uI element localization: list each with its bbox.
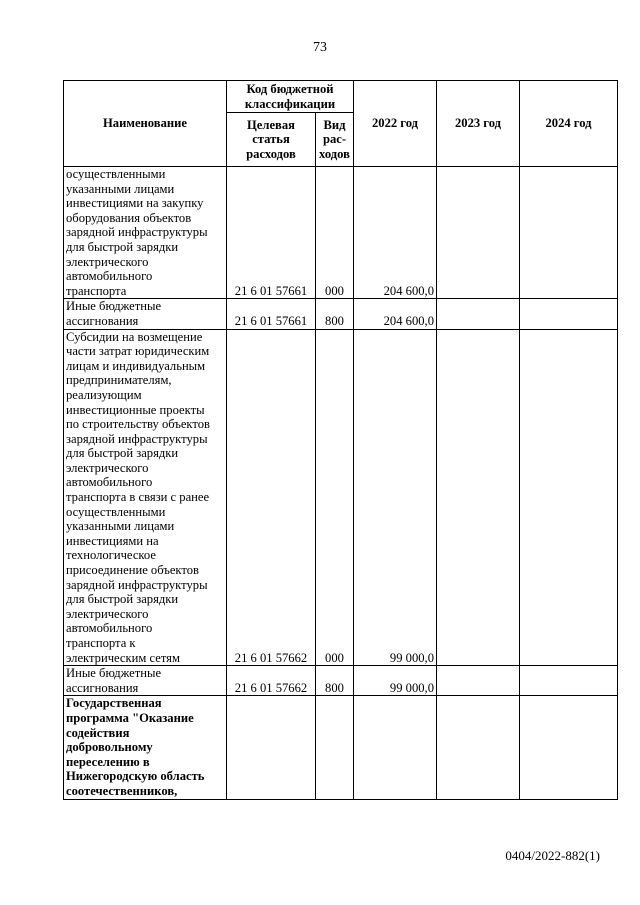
row-name-line: реализующим — [66, 387, 142, 402]
row-target-article: 21 6 01 57662 — [227, 666, 316, 696]
header-target-article: Целевая статья расходов — [227, 113, 316, 167]
row-name-line: транспорта к — [66, 636, 136, 650]
row-target-article — [227, 696, 316, 799]
budget-table — [63, 80, 618, 800]
row-name-line: инвестиционные проекты — [66, 402, 205, 417]
row-name-line: Иные бюджетные — [66, 299, 162, 314]
row-name-line: предпринимателям, — [66, 373, 172, 388]
row-name-line: оборудования объектов — [66, 210, 192, 225]
header-code-group: Код бюджетной классификации — [227, 81, 354, 113]
row-name-line: переселению в — [66, 754, 150, 769]
row-name-line: для быстрой зарядки — [66, 239, 179, 254]
row-name-line: осуществленными — [66, 167, 166, 181]
row-name — [64, 696, 227, 799]
row-name-line: транспорта в связи с ранее — [66, 490, 210, 505]
row-name-line: присоединение объектов — [66, 563, 199, 578]
row-name-line: инвестициями на — [66, 533, 159, 548]
row-value-2024 — [520, 329, 618, 666]
row-name-line: Субсидии на возмещение — [66, 329, 203, 344]
row-value-2023 — [437, 329, 520, 666]
row-name-line: лицам и индивидуальным — [66, 358, 206, 373]
row-name-line: Иные бюджетные — [66, 666, 162, 681]
row-name-line: электрическим сетям — [66, 650, 180, 665]
row-name-line: автомобильного — [66, 269, 153, 284]
row-value-2022 — [354, 696, 437, 799]
row-name-line: осуществленными — [66, 504, 166, 519]
row-name-line: зарядной инфраструктуры — [66, 577, 208, 592]
row-value-2024 — [520, 299, 618, 329]
page-number: 73 — [313, 40, 327, 55]
row-name-line: транспорта — [66, 283, 127, 298]
row-name-line: части затрат юридическим — [66, 344, 210, 359]
row-name-line: электрического — [66, 254, 149, 269]
row-name-line: Государственная — [66, 696, 162, 711]
header-2022: 2022 год — [354, 81, 437, 167]
row-value-2022: 99 000,0 — [354, 329, 437, 666]
row-target-article: 21 6 01 57662 — [227, 329, 316, 666]
row-name-line: для быстрой зарядки — [66, 446, 179, 461]
row-value-2022: 204 600,0 — [354, 299, 437, 329]
row-target-article: 21 6 01 57661 — [227, 299, 316, 329]
table-row — [64, 329, 618, 666]
row-name-line: технологическое — [66, 548, 156, 563]
row-name-line: автомобильного — [66, 475, 153, 490]
row-expense-type — [316, 696, 354, 799]
table-row — [64, 696, 618, 799]
row-name-line: для быстрой зарядки — [66, 592, 179, 607]
row-value-2024 — [520, 167, 618, 299]
row-expense-type: 000 — [316, 167, 354, 299]
row-name-line: Нижегородскую область — [66, 769, 205, 784]
document-code: 0404/2022-882(1) — [505, 848, 600, 863]
row-value-2022: 204 600,0 — [354, 167, 437, 299]
row-value-2024 — [520, 696, 618, 799]
row-name-line: электрического — [66, 606, 149, 621]
row-expense-type: 800 — [316, 299, 354, 329]
row-name-line: указанными лицами — [66, 519, 175, 534]
row-name — [64, 299, 227, 329]
header-expense-type: Вид рас-ходов — [316, 113, 354, 167]
header-2024: 2024 год — [520, 81, 618, 167]
row-name — [64, 167, 227, 299]
header-name: Наименование — [64, 81, 227, 167]
row-name-line: электрического — [66, 460, 149, 475]
row-value-2023 — [437, 299, 520, 329]
row-expense-type: 800 — [316, 666, 354, 696]
row-name-line: соотечественников, — [66, 783, 178, 798]
table-row — [64, 167, 618, 299]
row-name — [64, 329, 227, 666]
row-name-line: программа "Оказание — [66, 710, 194, 725]
row-value-2024 — [520, 666, 618, 696]
table-body — [64, 167, 618, 800]
row-name-line: автомобильного — [66, 621, 153, 636]
row-name-line: по строительству объектов — [66, 417, 210, 432]
row-name-line: инвестициями на закупку — [66, 196, 204, 211]
row-name — [64, 666, 227, 696]
row-value-2023 — [437, 167, 520, 299]
row-name-line: зарядной инфраструктуры — [66, 431, 208, 446]
row-target-article: 21 6 01 57661 — [227, 167, 316, 299]
row-name-line: добровольному — [66, 740, 153, 755]
row-value-2023 — [437, 696, 520, 799]
row-expense-type: 000 — [316, 329, 354, 666]
row-name-line: содействия — [66, 725, 130, 740]
row-value-2023 — [437, 666, 520, 696]
row-name-line: указанными лицами — [66, 181, 175, 196]
table-row — [64, 666, 618, 696]
table-row — [64, 299, 618, 329]
row-name-line: ассигнования — [66, 680, 139, 695]
header-2023: 2023 год — [437, 81, 520, 167]
row-value-2022: 99 000,0 — [354, 666, 437, 696]
row-name-line: зарядной инфраструктуры — [66, 225, 208, 240]
row-name-line: ассигнования — [66, 313, 139, 328]
